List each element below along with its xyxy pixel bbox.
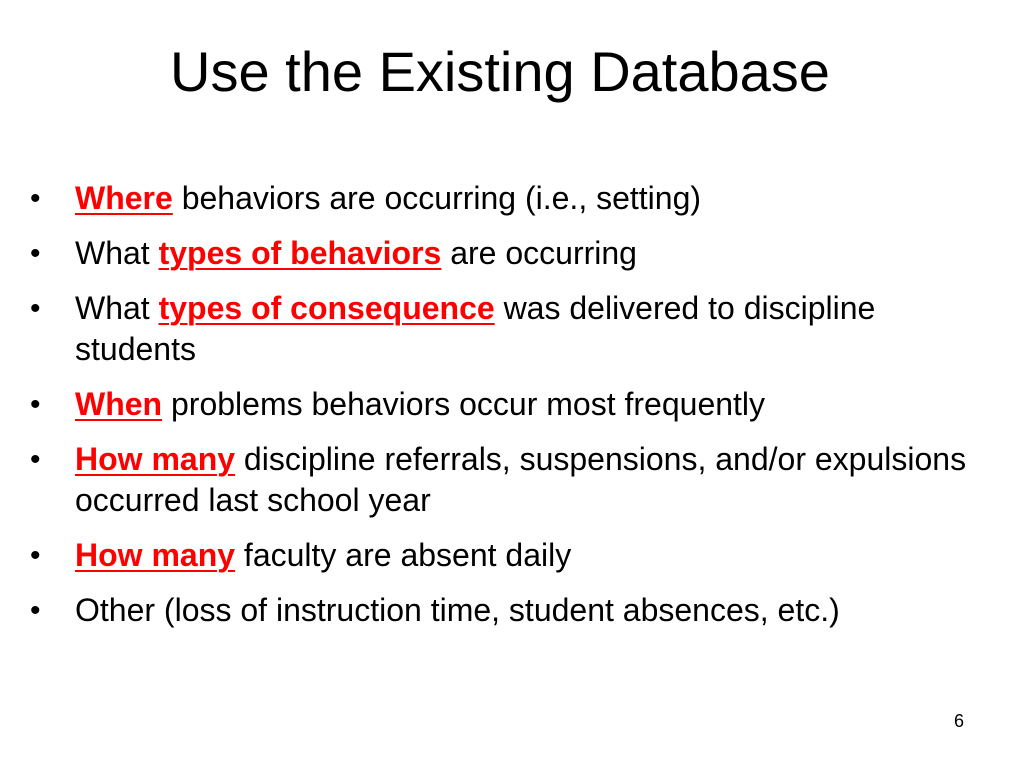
page-number: 6 <box>953 711 964 731</box>
bullet-icon: • <box>30 539 41 572</box>
bullet-text: are occurring <box>441 235 637 271</box>
bullet-lead: What <box>75 290 159 326</box>
bullet-icon: • <box>30 237 41 270</box>
bullet-item <box>30 288 990 370</box>
bullet-text: behaviors are occurring (i.e., setting) <box>172 180 702 216</box>
bullet-highlight: How many <box>75 441 236 477</box>
slide-title: Use the Existing Database <box>170 40 830 103</box>
bullet-text: was delivered to discipline students <box>75 290 876 367</box>
bullet-item <box>30 590 990 631</box>
bullet-item <box>30 233 990 274</box>
bullet-lead: Other (loss of instruction time, student absences, etc.) <box>75 592 840 628</box>
bullet-item <box>30 178 990 219</box>
bullet-highlight: types of behaviors <box>158 235 442 271</box>
bullet-item <box>30 384 990 425</box>
bullet-list <box>30 178 990 645</box>
bullet-icon: • <box>30 388 41 421</box>
bullet-icon: • <box>30 594 41 627</box>
bullet-highlight: types of consequence <box>158 290 495 326</box>
bullet-highlight: Where <box>75 180 173 216</box>
bullet-highlight: When <box>75 386 163 422</box>
bullet-text: faculty are absent daily <box>235 537 572 573</box>
bullet-icon: • <box>30 443 41 476</box>
bullet-icon: • <box>30 182 41 215</box>
bullet-text: problems behaviors occur most frequently <box>162 386 766 422</box>
bullet-item <box>30 535 990 576</box>
bullet-icon: • <box>30 292 41 325</box>
bullet-item <box>30 439 990 521</box>
bullet-lead: What <box>75 235 159 271</box>
bullet-highlight: How many <box>75 537 236 573</box>
bullet-text: discipline referrals, suspensions, and/or expulsions occurred last school year <box>75 441 967 518</box>
